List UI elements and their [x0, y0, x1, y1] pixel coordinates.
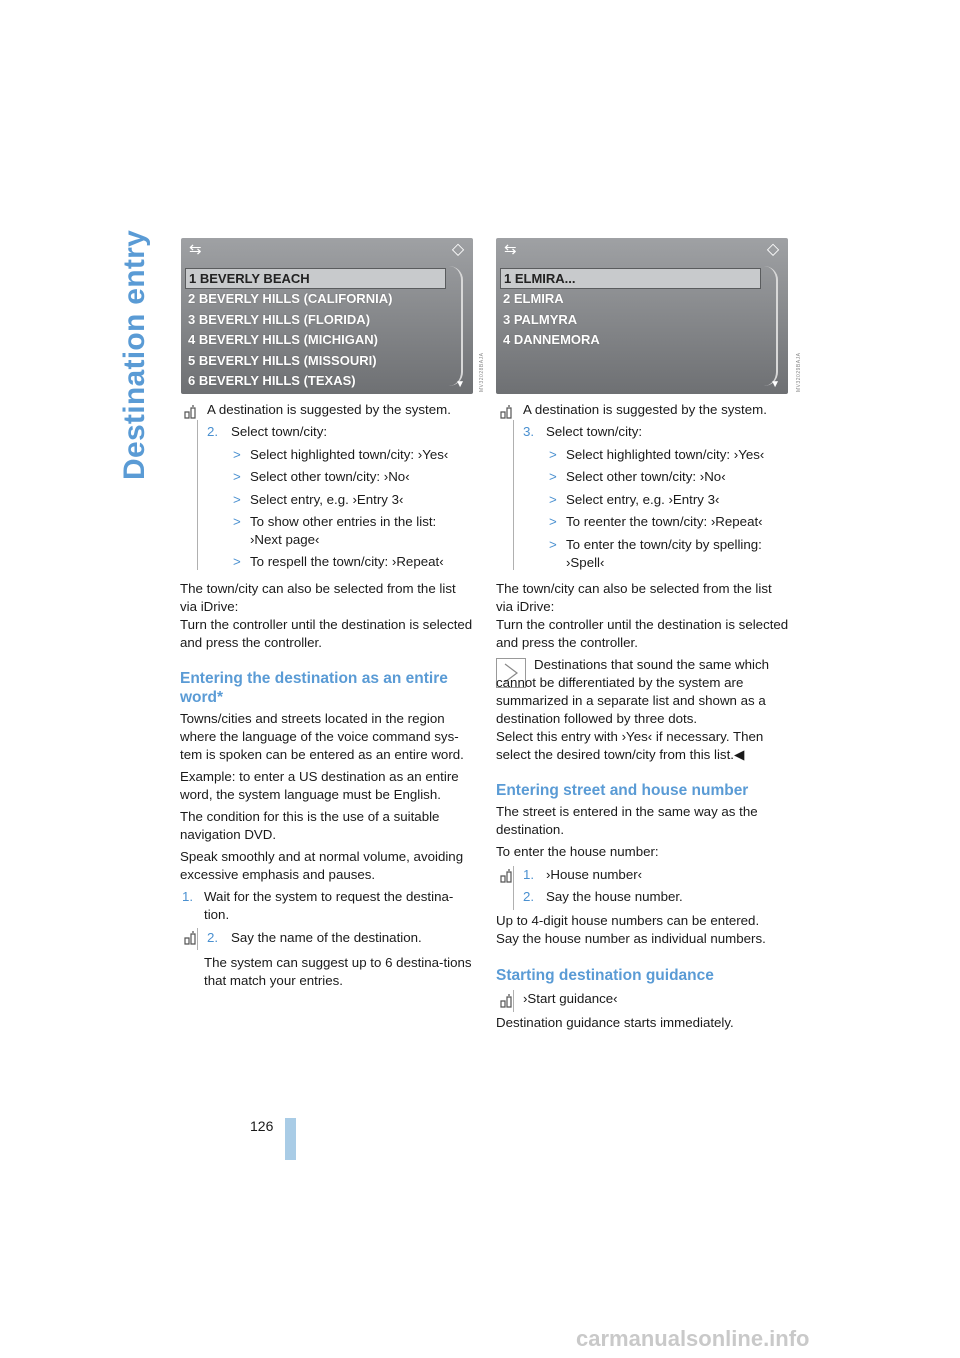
- bullet-text: To respell the town/city: ›Repeat‹: [250, 554, 444, 569]
- bullet-text: Select highlighted town/city: ›Yes‹: [250, 447, 449, 462]
- bullet-icon: >: [549, 537, 557, 552]
- voice-bar: [513, 990, 514, 1012]
- image-code: MV32028BAJA: [479, 352, 485, 392]
- bullet-text: ›Next page‹: [250, 532, 320, 547]
- watermark: carmanualsonline.info: [576, 1326, 810, 1351]
- voice-command-icon: [499, 404, 513, 420]
- voice-bar: [513, 866, 514, 910]
- bullet-icon: >: [233, 514, 241, 529]
- paragraph: Speak smoothly and at normal volume, avoiding excessive emphasis and pauses.: [180, 849, 464, 882]
- bullet-icon: >: [549, 492, 557, 507]
- section-title: Destination entry: [118, 229, 151, 480]
- bullet-text: Select highlighted town/city: ›Yes‹: [566, 447, 765, 462]
- bullet-text: ›Spell‹: [566, 555, 605, 570]
- image-code: MV32029BAJA: [796, 352, 802, 392]
- paragraph: Turn the controller until the destination is selected and press the controller.: [180, 617, 473, 650]
- step-number: 3.: [523, 424, 535, 439]
- voice-command-icon: [183, 404, 197, 420]
- bullet-text: Select other town/city: ›No‹: [250, 469, 410, 484]
- bullet-icon: >: [233, 469, 241, 484]
- voice-bar: [513, 420, 514, 570]
- bullet-icon: >: [549, 469, 557, 484]
- bullet-text: To enter the town/city by spelling:: [566, 537, 762, 552]
- list-item[interactable]: 4 DANNEMORA: [503, 332, 600, 347]
- list-item[interactable]: 5 BEVERLY HILLS (MISSOURI): [188, 353, 377, 368]
- step-number: 2.: [207, 930, 219, 945]
- paragraph: The street is entered in the same way as the destination.: [496, 804, 758, 837]
- heading: Starting destination guidance: [496, 967, 714, 984]
- paragraph: Example: to enter a US destination as an entire word, the system language must be English.: [180, 769, 459, 802]
- paragraph: To enter the house number:: [496, 844, 659, 859]
- scroll-down-icon: ▼: [455, 379, 465, 390]
- paragraph: Say the house number as individual numbers.: [496, 931, 766, 946]
- bullet-icon: >: [233, 554, 241, 569]
- step-text: Say the name of the destination.: [231, 930, 422, 945]
- step-text: Wait for the system to request the destina-tion.: [204, 889, 454, 922]
- note-text: Destinations that sound the same which cannot be differentiated by the system are summarized in a separate list and shown as a destination followed by three dots.: [496, 657, 770, 726]
- screen-right: [496, 238, 788, 394]
- back-icon: ⇆: [504, 241, 517, 258]
- bullet-icon: >: [549, 514, 557, 529]
- paragraph: Up to 4-digit house numbers can be entered.: [496, 913, 760, 928]
- step-number: 2.: [207, 424, 219, 439]
- note-text: Select this entry with ›Yes‹ if necessary. Then select the desired town/city from this list.◀: [496, 729, 764, 762]
- paragraph: The town/city can also be selected from the list via iDrive:: [496, 581, 772, 614]
- bullet-text: To reenter the town/city: ›Repeat‹: [566, 514, 763, 529]
- step-number: 1.: [182, 889, 194, 904]
- bullet-text: Select entry, e.g. ›Entry 3‹: [250, 492, 404, 507]
- paragraph: Towns/cities and streets located in the region where the language of the voice command sys-tem is spoken can be entered as an entire word.: [180, 711, 464, 762]
- screen-left: [181, 238, 473, 394]
- voice-command-icon: [499, 993, 513, 1009]
- suggest-text: A destination is suggested by the system.: [523, 402, 767, 417]
- step-text: Select town/city:: [546, 424, 643, 439]
- scrollbar[interactable]: [449, 266, 463, 386]
- list-item[interactable]: 6 BEVERLY HILLS (TEXAS): [188, 373, 356, 388]
- step-text: ›Start guidance‹: [523, 991, 618, 1006]
- scroll-down-icon: ▼: [770, 379, 780, 390]
- paragraph: The system can suggest up to 6 destina-tions that match your entries.: [204, 955, 472, 988]
- list-item[interactable]: 3 BEVERLY HILLS (FLORIDA): [188, 312, 371, 327]
- bullet-text: To show other entries in the list:: [250, 514, 437, 529]
- voice-command-icon: [499, 868, 513, 884]
- page-marker: [285, 1118, 296, 1160]
- page-number: 126: [250, 1118, 274, 1134]
- bullet-icon: >: [233, 492, 241, 507]
- heading: Entering street and house number: [496, 782, 749, 799]
- paragraph: The condition for this is the use of a suitable navigation DVD.: [180, 809, 440, 842]
- bullet-icon: >: [549, 447, 557, 462]
- voice-command-icon: [183, 930, 197, 946]
- list-item[interactable]: 2 BEVERLY HILLS (CALIFORNIA): [188, 291, 393, 306]
- voice-bar: [197, 928, 198, 950]
- bullet-text: Select entry, e.g. ›Entry 3‹: [566, 492, 720, 507]
- paragraph: The town/city can also be selected from the list via iDrive:: [180, 581, 456, 614]
- navigation-arrows-icon: ◇: [451, 241, 465, 258]
- list-item[interactable]: 2 ELMIRA: [503, 291, 564, 306]
- suggest-text: A destination is suggested by the system.: [207, 402, 451, 417]
- paragraph: Turn the controller until the destination is selected and press the controller.: [496, 617, 789, 650]
- step-text: ›House number‹: [546, 867, 643, 882]
- voice-bar: [197, 420, 198, 570]
- paragraph: Destination guidance starts immediately.: [496, 1015, 734, 1030]
- list-item[interactable]: 3 PALMYRA: [503, 312, 578, 327]
- scrollbar[interactable]: [764, 266, 778, 386]
- bullet-icon: >: [233, 447, 241, 462]
- bullet-text: Select other town/city: ›No‹: [566, 469, 726, 484]
- navigation-arrows-icon: ◇: [766, 241, 780, 258]
- step-text: Select town/city:: [231, 424, 328, 439]
- list-item[interactable]: 1 BEVERLY BEACH: [185, 268, 446, 289]
- step-number: 2.: [523, 889, 535, 904]
- heading: Entering the destination as an entire word*: [180, 670, 448, 706]
- back-icon: ⇆: [189, 241, 202, 258]
- step-number: 1.: [523, 867, 535, 882]
- list-item[interactable]: 1 ELMIRA...: [500, 268, 761, 289]
- list-item[interactable]: 4 BEVERLY HILLS (MICHIGAN): [188, 332, 378, 347]
- step-text: Say the house number.: [546, 889, 683, 904]
